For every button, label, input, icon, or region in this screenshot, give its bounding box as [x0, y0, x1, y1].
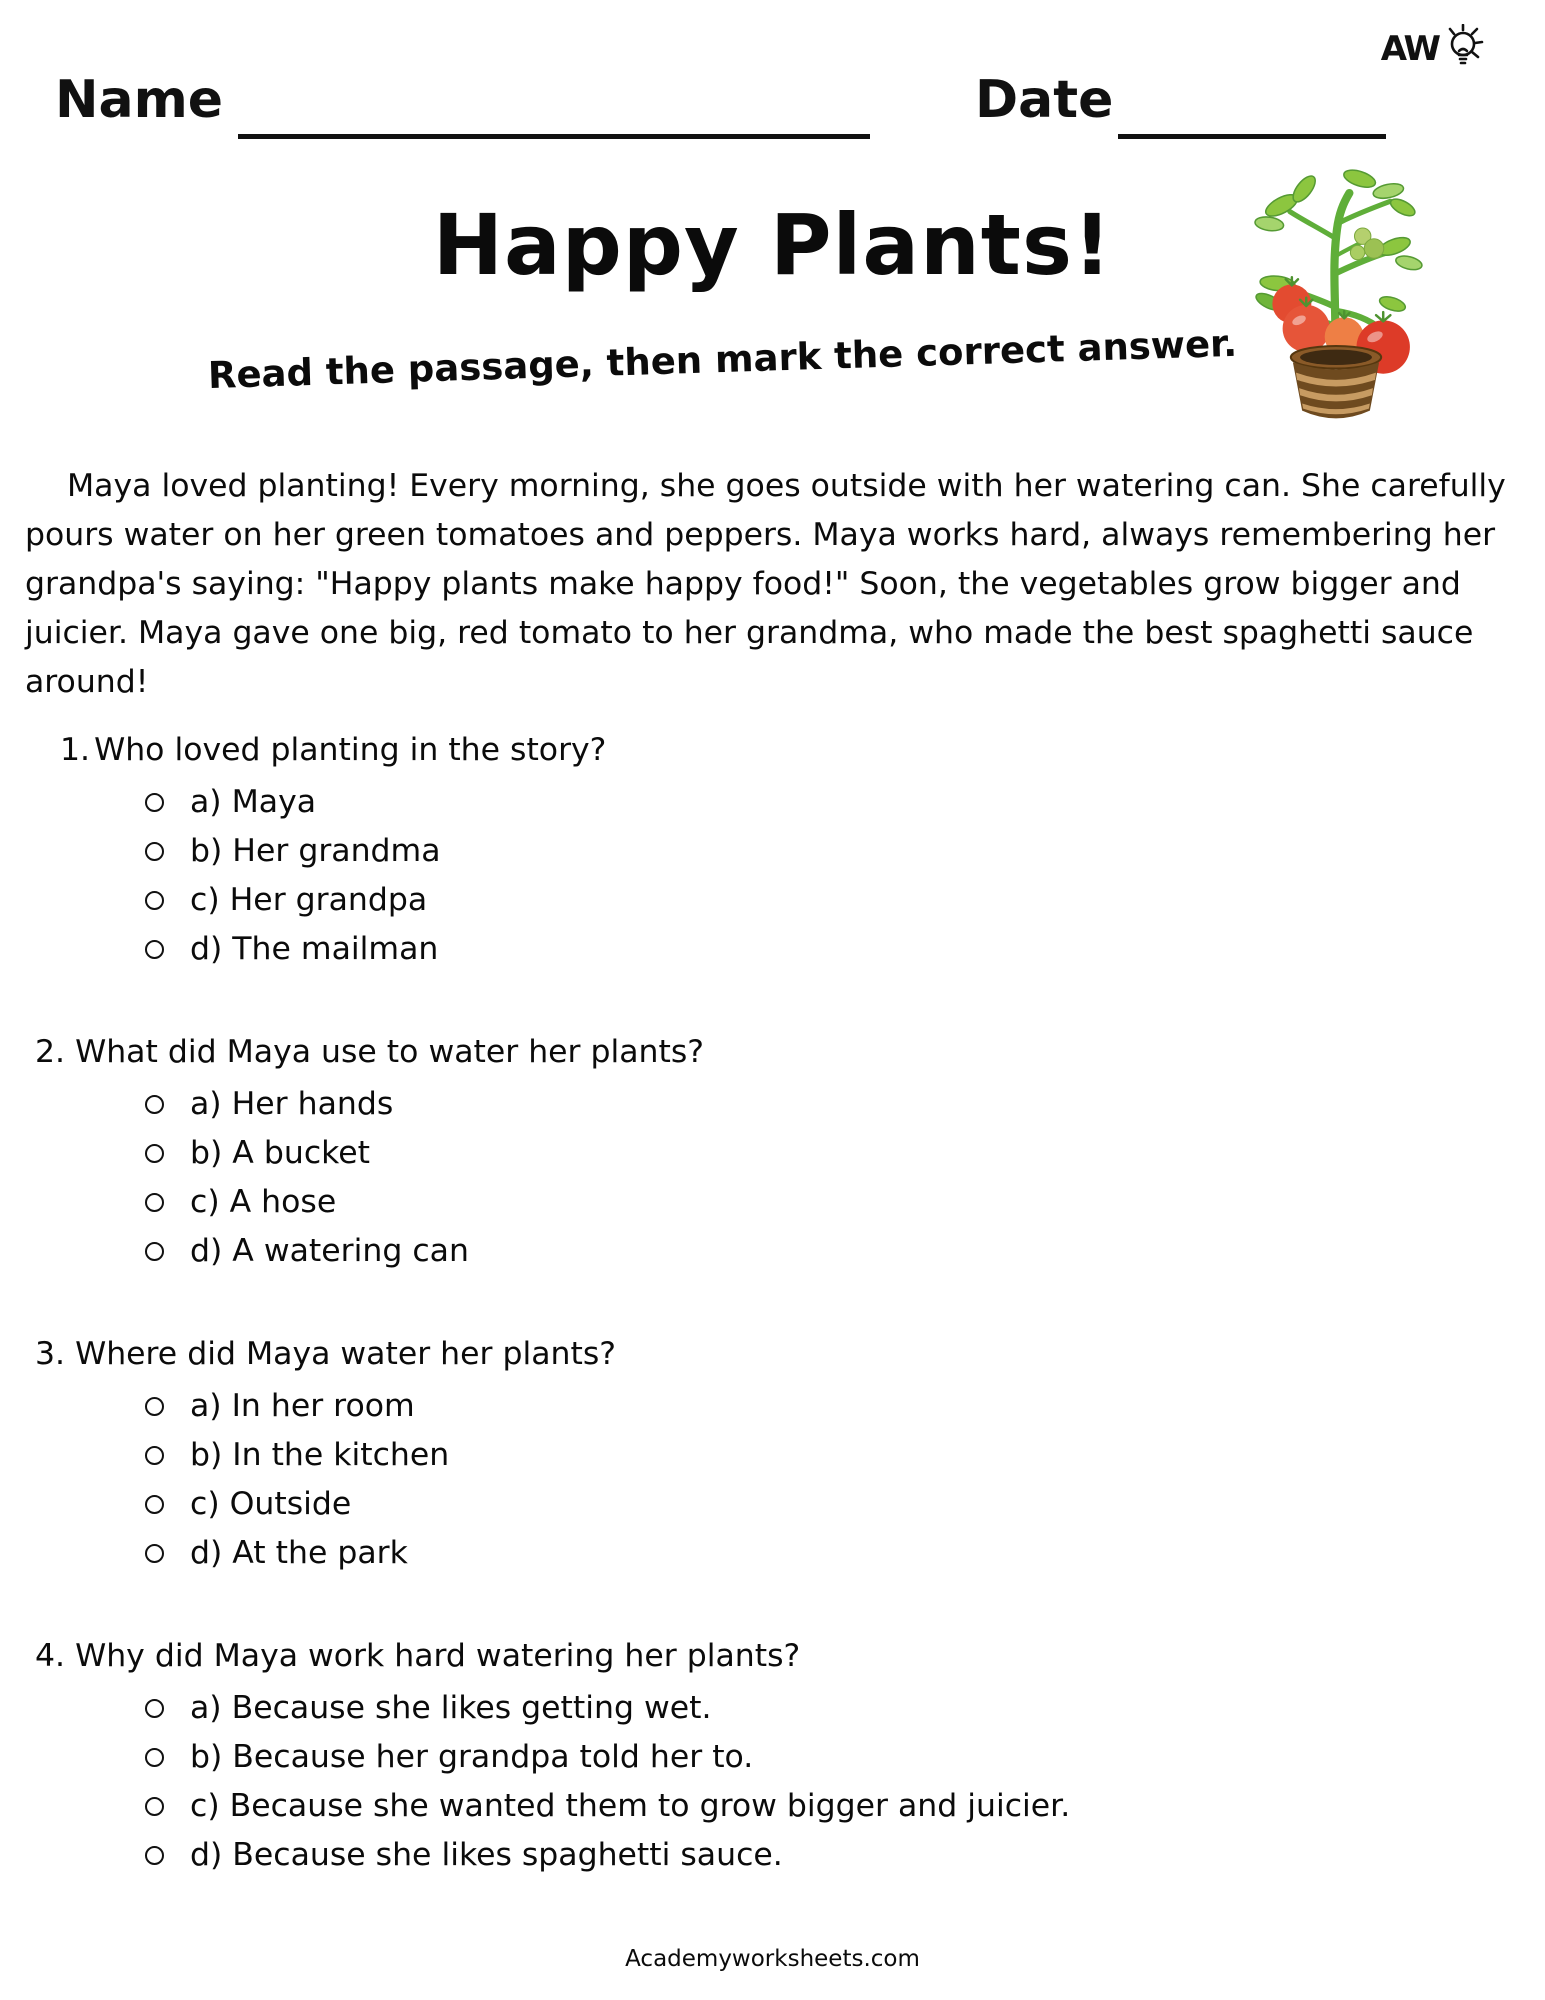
option-label: c) Because she wanted them to grow bigger and juicier. — [190, 1788, 1071, 1824]
radio-circle-icon[interactable] — [145, 1495, 164, 1514]
answer-option[interactable] — [145, 1529, 1505, 1578]
radio-circle-icon[interactable] — [145, 1748, 164, 1767]
answer-option[interactable] — [145, 1782, 1505, 1831]
worksheet-title: Happy Plants! — [432, 196, 1113, 294]
radio-circle-icon[interactable] — [145, 1544, 164, 1563]
radio-circle-icon[interactable] — [145, 1446, 164, 1465]
aw-logo-text: AW — [1380, 29, 1439, 69]
date-input-line[interactable] — [1118, 78, 1386, 139]
option-label: a) In her room — [190, 1388, 415, 1424]
answer-option[interactable] — [145, 876, 1505, 925]
option-label: a) Because she likes getting wet. — [190, 1690, 712, 1726]
question-2 — [35, 1028, 1505, 1276]
option-label: b) In the kitchen — [190, 1437, 450, 1473]
option-label: a) Maya — [190, 784, 317, 820]
answer-options — [35, 1684, 1505, 1880]
answer-option[interactable] — [145, 1831, 1505, 1880]
option-label: b) Because her grandpa told her to. — [190, 1739, 754, 1775]
radio-circle-icon[interactable] — [145, 1242, 164, 1261]
answer-options — [35, 1382, 1505, 1578]
question-text — [35, 1330, 1505, 1379]
answer-options — [35, 778, 1505, 974]
radio-circle-icon[interactable] — [145, 1144, 164, 1163]
answer-option[interactable] — [145, 1129, 1505, 1178]
question-prompt: Where did Maya water her plants? — [75, 1336, 616, 1372]
answer-option[interactable] — [145, 1382, 1505, 1431]
question-text — [35, 1632, 1505, 1681]
question-number: 2. — [35, 1034, 66, 1070]
radio-circle-icon[interactable] — [145, 891, 164, 910]
question-text — [35, 1028, 1505, 1077]
option-label: a) Her hands — [190, 1086, 394, 1122]
radio-circle-icon[interactable] — [145, 1193, 164, 1212]
radio-circle-icon[interactable] — [145, 1797, 164, 1816]
radio-circle-icon[interactable] — [145, 1397, 164, 1416]
date-label: Date — [975, 70, 1114, 130]
question-text — [35, 726, 1505, 775]
answer-option[interactable] — [145, 925, 1505, 974]
radio-circle-icon[interactable] — [145, 1846, 164, 1865]
question-4 — [35, 1632, 1505, 1880]
answer-option[interactable] — [145, 827, 1505, 876]
answer-option[interactable] — [145, 1227, 1505, 1276]
tomato-plant-illustration — [1238, 152, 1434, 424]
option-label: c) Her grandpa — [190, 882, 428, 918]
instructions-text: Read the passage, then mark the correct answer. — [207, 321, 1238, 398]
answer-option[interactable] — [145, 1431, 1505, 1480]
reading-passage: Maya loved planting! Every morning, she goes outside with her watering can. She carefully pours water on her green tomatoes and peppers. Maya works hard, always remembering her grandpa's saying: "Happy plants make happy food!" Soon, the vegetables grow bigger and juicier. Maya gave one big, red tomato to her grandma, who made the best spaghetti sauce around! — [25, 467, 1506, 700]
answer-option[interactable] — [145, 1684, 1505, 1733]
answer-option[interactable] — [145, 1733, 1505, 1782]
radio-circle-icon[interactable] — [145, 842, 164, 861]
radio-circle-icon[interactable] — [145, 793, 164, 812]
question-number: 3. — [35, 1336, 66, 1372]
question-1 — [35, 726, 1505, 974]
question-number: 1. — [60, 732, 91, 768]
radio-circle-icon[interactable] — [145, 1699, 164, 1718]
question-prompt: Who loved planting in the story? — [94, 732, 607, 768]
option-label: c) Outside — [190, 1486, 352, 1522]
lightbulb-icon — [1441, 24, 1493, 74]
option-label: d) Because she likes spaghetti sauce. — [190, 1837, 783, 1873]
answer-option[interactable] — [145, 1080, 1505, 1129]
question-3 — [35, 1330, 1505, 1578]
answer-option[interactable] — [145, 778, 1505, 827]
option-label: b) Her grandma — [190, 833, 441, 869]
option-label: d) The mailman — [190, 931, 439, 967]
radio-circle-icon[interactable] — [145, 940, 164, 959]
answer-option[interactable] — [145, 1178, 1505, 1227]
option-label: d) A watering can — [190, 1233, 469, 1269]
question-number: 4. — [35, 1638, 66, 1674]
footer-site-text: Academyworksheets.com — [625, 1946, 920, 1972]
aw-logo — [1381, 24, 1493, 74]
option-label: b) A bucket — [190, 1135, 370, 1171]
option-label: c) A hose — [190, 1184, 337, 1220]
name-input-line[interactable] — [238, 78, 870, 139]
name-label: Name — [55, 70, 224, 130]
option-label: d) At the park — [190, 1535, 408, 1571]
question-prompt: Why did Maya work hard watering her plants? — [75, 1638, 801, 1674]
radio-circle-icon[interactable] — [145, 1095, 164, 1114]
answer-option[interactable] — [145, 1480, 1505, 1529]
answer-options — [35, 1080, 1505, 1276]
question-prompt: What did Maya use to water her plants? — [75, 1034, 705, 1070]
questions-section — [35, 726, 1505, 1934]
